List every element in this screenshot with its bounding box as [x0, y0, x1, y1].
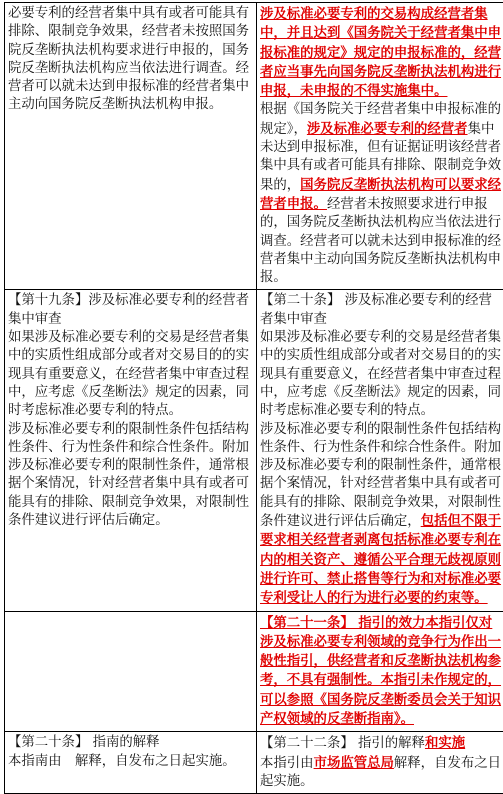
- clause-paragraph: [8, 5, 252, 115]
- old-version-cell: [5, 732, 257, 794]
- revised-text: 和实施: [425, 735, 465, 751]
- clause-text: 【第二十二条】 指引的解释: [260, 736, 425, 751]
- clause-text: 【第二十条】 指南的解释: [8, 735, 160, 750]
- clause-text: 必要专利的经营者集中具有或者可能具有排除、限制竞争效果，经营者未按照国务院反垄断执法机构要求进行申报的，国务院反垄断执法机构应当依法进行调查。经营者可以就未达到申报标准的经营者集中主动向国务院反垄断执法机构申报。: [8, 6, 249, 112]
- clause-text: 经营者未按照要求进行申报的，国务院反垄断执法机构应当依法进行调查。经营者可以就未达到申报标准的经营者集中主动向国务院反垄断执法机构申报。: [260, 197, 501, 285]
- revised-text: 国务院反垄断执法机构可以要求经营者申报。: [260, 177, 501, 212]
- clause-text: 【第二十条】 涉及标准必要专利的经营者集中审查: [260, 293, 492, 326]
- clause-paragraph: [260, 292, 503, 329]
- revised-text: 涉及标准必要专利的经营者: [307, 121, 468, 137]
- clause-paragraph: [8, 292, 252, 329]
- clause-paragraph: [260, 421, 503, 609]
- clause-paragraph: [260, 329, 503, 420]
- new-version-cell: [257, 290, 503, 611]
- comparison-table: [4, 2, 503, 794]
- clause-paragraph: [8, 421, 252, 531]
- old-version-cell: [5, 611, 257, 732]
- clause-text: 如果涉及标准必要专利的交易是经营者集中的实质性组成部分或者对交易目的的实现具有重要意义，在经营者集中审查过程中，应考虑《反垄断法》规定的因素，同时考虑标准必要专利的特点。: [260, 330, 501, 418]
- revised-text: 涉及标准必要专利的交易构成经营者集中，并且达到《国务院关于经营者集中申报标准的规定》规定的申报标准的，经营者应当事先向国务院反垄断执法机构进行申报，未申报的不得实施集中。: [260, 6, 501, 99]
- new-version-cell: [257, 3, 503, 290]
- clause-paragraph: [260, 101, 503, 287]
- clause-text: 【第十九条】涉及标准必要专利的经营者集中审查: [8, 293, 249, 326]
- clause-text: 根据《国务院关于经营者集中申报标准的规定》，: [260, 102, 501, 136]
- clause-text: 解释，自发布之日起实施。: [260, 756, 501, 789]
- old-version-cell: [5, 290, 257, 611]
- clause-paragraph: [260, 734, 503, 753]
- old-version-cell: [5, 3, 257, 290]
- revised-text: 【第二十一条】 指引的效力本指引仅对涉及标准必要专利领域的竞争行为作出一般性指引，供经营者和反垄断执法机构参考，不具有强制性。本指引未作规定的，可以参照《国务院反垄断委员会关于知识产权领域的反垄断指南》。: [260, 615, 501, 727]
- clause-text: 涉及标准必要专利的限制性条件包括结构性条件、行为性条件和综合性条件。附加涉及标准必要专利的限制性条件，通常根据个案情况，针对经营者集中具有或者可能具有的排除、限制竞争效果，对限制性条件建议进行评估后确定，: [260, 422, 501, 529]
- clause-text: 集中未达到申报标准，但有证据证明该经营者集中具有或者可能具有排除、限制竞争效果的，: [260, 122, 501, 193]
- clause-paragraph: [8, 734, 252, 752]
- revised-text: 市场监管总局: [314, 755, 394, 771]
- clause-paragraph: [260, 5, 503, 101]
- clause-paragraph: [260, 614, 503, 730]
- table-row: [5, 290, 503, 611]
- table-row: [5, 3, 503, 290]
- table-row: [5, 611, 503, 732]
- table-row: [5, 732, 503, 794]
- clause-text: 涉及标准必要专利的限制性条件包括结构性条件、行为性条件和综合性条件。附加涉及标准必要专利的限制性条件，通常根据个案情况，针对经营者集中具有或者可能具有的排除、限制竞争效果，对限制性条件建议进行评估后确定。: [8, 422, 249, 528]
- clause-text: 如果涉及标准必要专利的交易是经营者集中的实质性组成部分或者对交易目的的实现具有重要意义，在经营者集中审查过程中，应考虑《反垄断法》规定的因素，同时考虑标准必要专利的特点。: [8, 330, 249, 418]
- clause-paragraph: [8, 753, 252, 771]
- new-version-cell: [257, 611, 503, 732]
- clause-text: 本指南由 解释，自发布之日起实施。: [8, 754, 236, 769]
- clause-text: 本指引由: [260, 756, 314, 771]
- clause-paragraph: [8, 329, 252, 420]
- new-version-cell: [257, 732, 503, 794]
- clause-paragraph: [260, 754, 503, 792]
- revised-text: 包括但不限于要求相关经营者剥离包括标准必要专利在内的相关资产、遵循公平合理无歧视原则进行许可、禁止搭售等行为和对标准必要专利受让人的行为进行必要的约束等。: [260, 513, 501, 606]
